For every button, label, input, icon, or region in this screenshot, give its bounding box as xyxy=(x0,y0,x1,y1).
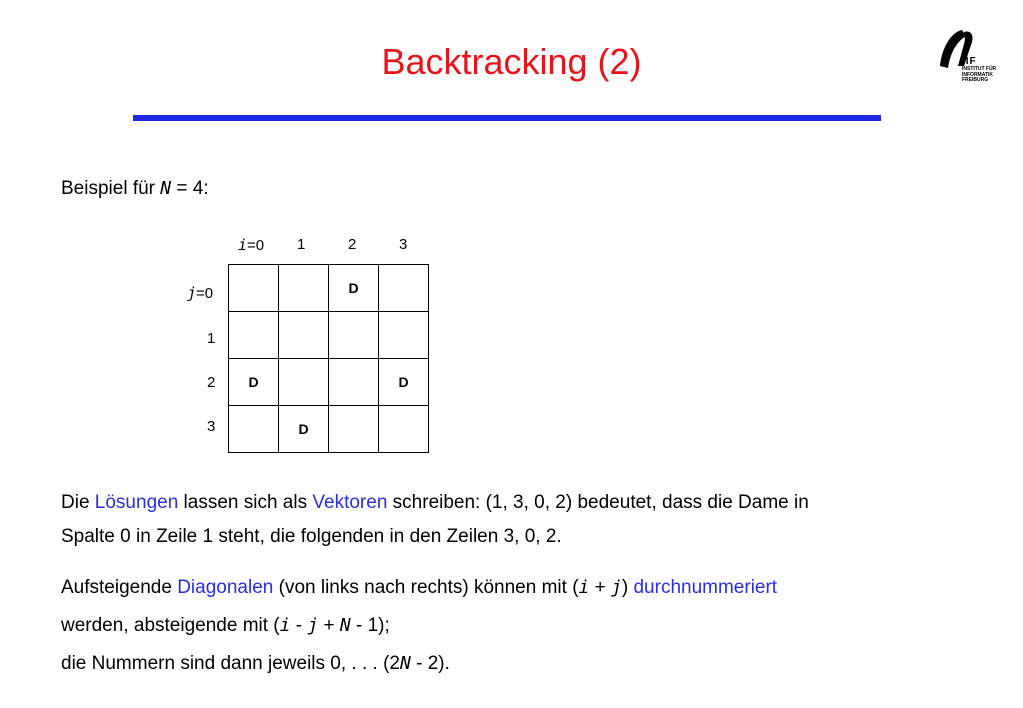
paragraph-2-line-2: werden, absteigende mit (i - j + N - 1); xyxy=(61,615,390,636)
board-cell xyxy=(329,312,379,359)
paragraph-2-line-3: die Nummern sind dann jeweils 0, . . . (2N - 2). xyxy=(61,653,450,674)
board-row xyxy=(229,406,429,453)
board-cell xyxy=(229,265,279,312)
col-label-2: 2 xyxy=(348,236,357,253)
row-label-2: 2 xyxy=(207,374,216,391)
board-cell xyxy=(329,359,379,406)
slide-title: Backtracking (2) xyxy=(381,41,642,82)
board-cell xyxy=(229,312,279,359)
intro-line: Beispiel für N = 4: xyxy=(61,178,209,199)
paragraph-2-line-1: Aufsteigende Diagonalen (von links nach rechts) können mit (i + j) durchnummeriert xyxy=(61,577,778,598)
logo-wordmark: IIF INSTITUT FÜR INFORMATIK FREIBURG xyxy=(962,56,997,83)
board-cell: D xyxy=(229,359,279,406)
board-cell xyxy=(279,359,329,406)
paragraph-1-line-1: Die Lösungen lassen sich als Vektoren schreiben: (1, 3, 0, 2) bedeutet, dass die Dame in xyxy=(61,492,809,513)
board-cell xyxy=(379,406,429,453)
col-label-3: 3 xyxy=(399,236,408,253)
col-label-0: i=0 xyxy=(238,236,265,254)
board-row xyxy=(229,312,429,359)
paragraph-1-line-2: Spalte 0 in Zeile 1 steht, die folgenden in den Zeilen 3, 0, 2. xyxy=(61,526,562,547)
chess-board xyxy=(228,264,429,453)
board-cell: D xyxy=(329,265,379,312)
row-label-3: 3 xyxy=(207,418,216,435)
row-label-0: j=0 xyxy=(187,284,214,302)
row-label-1: 1 xyxy=(207,330,216,347)
board-row xyxy=(229,359,429,406)
board-row xyxy=(229,265,429,312)
board-cell xyxy=(229,406,279,453)
board-cell xyxy=(329,406,379,453)
board-cell xyxy=(279,312,329,359)
board-cell xyxy=(279,265,329,312)
board-cell: D xyxy=(379,359,429,406)
col-label-1: 1 xyxy=(297,236,306,253)
board-cell xyxy=(379,265,429,312)
board-cell: D xyxy=(279,406,329,453)
title-rule xyxy=(133,115,881,121)
board-cell xyxy=(379,312,429,359)
